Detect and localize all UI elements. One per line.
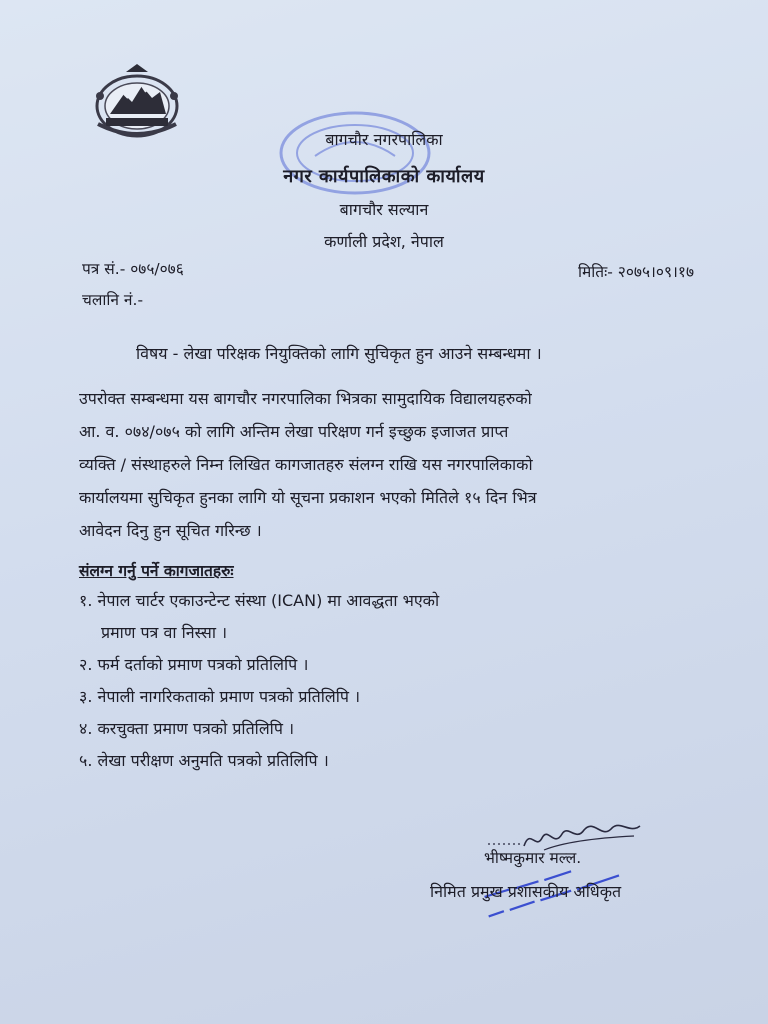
body-line: आवेदन दिनु हुन सूचित गरिन्छ । — [79, 521, 262, 540]
province-country: कर्णाली प्रदेश, नेपाल — [324, 232, 444, 251]
list-item: ४. करचुक्ता प्रमाण पत्रको प्रतिलिपि । — [79, 719, 295, 738]
dispatch-number: चलानि नं.- — [82, 291, 144, 309]
body-line: उपरोक्त सम्बन्धमा यस बागचौर नगरपालिका भित्रका सामुदायिक विद्यालयहरुको — [79, 389, 532, 408]
signatory-name: भीष्मकुमार मल्ल. — [484, 849, 582, 867]
letter-date: मितिः- २०७५।०९।१७ — [577, 263, 694, 281]
list-item: २. फर्म दर्ताको प्रमाण पत्रको प्रतिलिपि । — [79, 655, 309, 674]
letter-number: पत्र सं.- ०७५/०७६ — [82, 260, 184, 278]
signatory-title: निमित प्रमुख प्रशासकीय अधिकृत — [430, 882, 622, 901]
list-item-continuation: प्रमाण पत्र वा निस्सा । — [101, 623, 228, 642]
municipality-name: बागचौर नगरपालिका — [325, 130, 443, 149]
list-item: १. नेपाल चार्टर एकाउन्टेन्ट संस्था (ICAN) मा आवद्धता भएको — [79, 591, 440, 610]
list-item: ३. नेपाली नागरिकताको प्रमाण पत्रको प्रतिलिपि । — [79, 687, 361, 706]
attachments-heading: संलग्न गर्नु पर्ने कागजातहरुः — [79, 562, 234, 580]
body-paragraph — [79, 382, 691, 547]
office-name: नगर कार्यपालिकाको कार्यालय — [283, 166, 485, 187]
body-line: व्यक्ति / संस्थाहरुले निम्न लिखित कागजातहरु संलग्न राखि यस नगरपालिकाको — [79, 455, 533, 474]
body-line: कार्यालयमा सुचिकृत हुनका लागि यो सूचना प्रकाशन भएको मितिले १५ दिन भित्र — [79, 488, 537, 507]
list-item: ५. लेखा परीक्षण अनुमति पत्रको प्रतिलिपि । — [79, 751, 329, 770]
attachments-list — [79, 585, 699, 777]
office-location: बागचौर सल्यान — [339, 200, 429, 219]
body-line: आ. व. ०७४/०७५ को लागि अन्तिम लेखा परिक्षण गर्न इच्छुक इजाजत प्राप्त — [79, 422, 509, 441]
letter-subject: विषय - लेखा परिक्षक नियुक्तिको लागि सुचिकृत हुन आउने सम्बन्धमा । — [136, 344, 542, 363]
